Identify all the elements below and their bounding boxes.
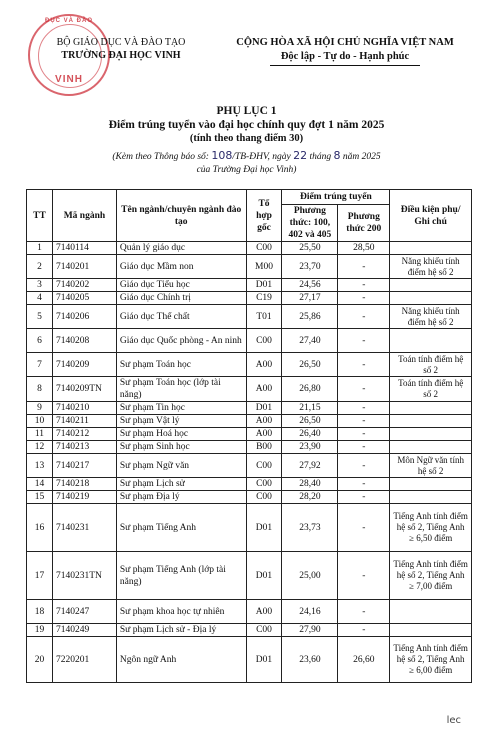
row-score-method2: - <box>338 377 390 402</box>
document-header <box>0 36 493 76</box>
row-index: 8 <box>27 377 53 402</box>
row-score-method1: 27,92 <box>282 454 338 478</box>
row-combination: D01 <box>246 637 282 683</box>
row-note: Tiếng Anh tính điểm hệ số 2, Tiếng Anh ≥ 6,50 điểm <box>390 504 472 552</box>
admission-score-table <box>26 189 472 683</box>
row-program-code: 7140205 <box>52 292 116 305</box>
row-index: 6 <box>27 329 53 353</box>
row-note: Toán tính điểm hệ số 2 <box>390 353 472 377</box>
row-note <box>390 478 472 491</box>
row-note <box>390 329 472 353</box>
appendix-subtitle: Điểm trúng tuyển vào đại học chính quy đợt 1 năm 2025 <box>108 119 385 131</box>
header-code: Mã ngành <box>52 190 116 242</box>
row-program-name: Giáo dục Tiểu học <box>116 279 246 292</box>
row-combination: M00 <box>246 255 282 279</box>
row-index: 18 <box>27 600 53 624</box>
row-score-method2: - <box>338 279 390 292</box>
row-combination: D01 <box>246 504 282 552</box>
row-program-code: 7140213 <box>52 441 116 454</box>
header-method1: Phương thức: 100, 402 và 405 <box>282 205 338 242</box>
row-note <box>390 441 472 454</box>
row-program-name: Sư phạm Vật lý <box>116 415 246 428</box>
row-program-name: Sư phạm Lịch sử - Địa lý <box>116 624 246 637</box>
row-score-method1: 25,86 <box>282 305 338 329</box>
table-row <box>27 415 472 428</box>
table-row <box>27 552 472 600</box>
row-program-code: 7140247 <box>52 600 116 624</box>
table-row <box>27 279 472 292</box>
row-program-code: 7140231TN <box>52 552 116 600</box>
row-score-method2: - <box>338 428 390 441</box>
row-note: Môn Ngữ văn tính hệ số 2 <box>390 454 472 478</box>
row-score-method2: - <box>338 255 390 279</box>
row-note <box>390 292 472 305</box>
row-score-method2: - <box>338 491 390 504</box>
row-score-method1: 23,73 <box>282 504 338 552</box>
row-program-code: 7140211 <box>52 415 116 428</box>
row-note <box>390 402 472 415</box>
row-score-method1: 26,50 <box>282 353 338 377</box>
row-score-method2: - <box>338 441 390 454</box>
row-score-method2: - <box>338 402 390 415</box>
row-combination: C00 <box>246 329 282 353</box>
row-program-name: Sư phạm khoa học tự nhiên <box>116 600 246 624</box>
row-program-name: Sư phạm Tiếng Anh (lớp tài năng) <box>116 552 246 600</box>
row-program-name: Sư phạm Tiếng Anh <box>116 504 246 552</box>
row-note <box>390 600 472 624</box>
row-program-name: Quản lý giáo dục <box>116 242 246 255</box>
row-combination: C00 <box>246 478 282 491</box>
row-combination: A00 <box>246 428 282 441</box>
table-row <box>27 428 472 441</box>
table-row <box>27 504 472 552</box>
row-index: 2 <box>27 255 53 279</box>
row-score-method1: 28,40 <box>282 478 338 491</box>
table-row <box>27 454 472 478</box>
row-score-method1: 23,60 <box>282 637 338 683</box>
row-score-method1: 24,16 <box>282 600 338 624</box>
national-motto-block <box>210 36 480 66</box>
ref-day: 22 <box>293 149 308 162</box>
table-row <box>27 402 472 415</box>
table-row <box>27 624 472 637</box>
row-index: 16 <box>27 504 53 552</box>
row-index: 15 <box>27 491 53 504</box>
row-program-code: 7220201 <box>52 637 116 683</box>
row-index: 7 <box>27 353 53 377</box>
row-score-method2: - <box>338 504 390 552</box>
row-note <box>390 491 472 504</box>
table-row <box>27 329 472 353</box>
row-program-code: 7140202 <box>52 279 116 292</box>
header-name: Tên ngành/chuyên ngành đào tạo <box>116 190 246 242</box>
row-combination: C19 <box>246 292 282 305</box>
stamp-bottom-text: VINH <box>55 74 83 85</box>
row-score-method2: - <box>338 600 390 624</box>
row-program-code: 7140219 <box>52 491 116 504</box>
table-row <box>27 353 472 377</box>
row-score-method2: 28,50 <box>338 242 390 255</box>
row-note: Tiếng Anh tính điểm hệ số 2, Tiếng Anh ≥ 6,00 điểm <box>390 637 472 683</box>
ref-month: 8 <box>333 149 341 162</box>
row-program-code: 7140249 <box>52 624 116 637</box>
table-row <box>27 600 472 624</box>
row-program-code: 7140208 <box>52 329 116 353</box>
row-score-method2: - <box>338 329 390 353</box>
row-index: 3 <box>27 279 53 292</box>
row-program-name: Sư phạm Lịch sử <box>116 478 246 491</box>
row-note <box>390 242 472 255</box>
row-program-name: Sư phạm Toán học (lớp tài năng) <box>116 377 246 402</box>
header-combo: Tổ hợp gốc <box>246 190 282 242</box>
row-score-method1: 25,00 <box>282 552 338 600</box>
ref-number: 108 <box>211 149 233 162</box>
row-combination: T01 <box>246 305 282 329</box>
row-program-name: Sư phạm Tin học <box>116 402 246 415</box>
row-score-method2: - <box>338 353 390 377</box>
table-row <box>27 637 472 683</box>
row-score-method2: - <box>338 624 390 637</box>
row-combination: D01 <box>246 402 282 415</box>
table-row <box>27 292 472 305</box>
ref-line2: của Trường Đại học Vinh) <box>196 165 297 175</box>
row-program-code: 7140210 <box>52 402 116 415</box>
table-row <box>27 377 472 402</box>
row-index: 14 <box>27 478 53 491</box>
row-program-name: Giáo dục Chính trị <box>116 292 246 305</box>
row-score-method1: 23,90 <box>282 441 338 454</box>
header-note: Điều kiện phụ/ Ghi chú <box>390 190 472 242</box>
row-program-code: 7140218 <box>52 478 116 491</box>
score-scale: (tính theo thang điểm 30) <box>189 133 304 144</box>
row-note: Toán tính điểm hệ số 2 <box>390 377 472 402</box>
row-score-method1: 24,56 <box>282 279 338 292</box>
motto: Độc lập - Tự do - Hạnh phúc <box>280 51 410 62</box>
row-index: 20 <box>27 637 53 683</box>
row-index: 1 <box>27 242 53 255</box>
issuer-block <box>36 36 206 62</box>
header-tt: TT <box>27 190 53 242</box>
row-score-method2: - <box>338 292 390 305</box>
row-combination: D01 <box>246 279 282 292</box>
row-combination: D01 <box>246 552 282 600</box>
header-method2: Phương thức 200 <box>338 205 390 242</box>
row-combination: A00 <box>246 377 282 402</box>
row-index: 19 <box>27 624 53 637</box>
row-program-name: Sư phạm Ngữ văn <box>116 454 246 478</box>
row-note: Tiếng Anh tính điểm hệ số 2, Tiếng Anh ≥ 7,00 điểm <box>390 552 472 600</box>
row-program-name: Giáo dục Quốc phòng - An ninh <box>116 329 246 353</box>
row-program-name: Ngôn ngữ Anh <box>116 637 246 683</box>
row-score-method1: 26,50 <box>282 415 338 428</box>
row-score-method2: - <box>338 415 390 428</box>
row-index: 13 <box>27 454 53 478</box>
row-combination: B00 <box>246 441 282 454</box>
row-score-method2: - <box>338 454 390 478</box>
row-score-method1: 26,40 <box>282 428 338 441</box>
row-score-method1: 28,20 <box>282 491 338 504</box>
page-initials: lec <box>446 715 461 726</box>
row-score-method1: 25,50 <box>282 242 338 255</box>
row-note: Năng khiếu tính điểm hệ số 2 <box>390 255 472 279</box>
row-program-name: Sư phạm Hoá học <box>116 428 246 441</box>
table-row <box>27 491 472 504</box>
row-program-name: Sư phạm Địa lý <box>116 491 246 504</box>
row-note <box>390 279 472 292</box>
row-score-method1: 26,80 <box>282 377 338 402</box>
header-score-group: Điểm trúng tuyển <box>282 190 390 205</box>
row-index: 10 <box>27 415 53 428</box>
ref-mid: /TB-ĐHV, ngày <box>232 152 291 162</box>
row-combination: A00 <box>246 353 282 377</box>
row-combination: C00 <box>246 242 282 255</box>
row-program-name: Sư phạm Sinh học <box>116 441 246 454</box>
row-program-name: Giáo dục Mầm non <box>116 255 246 279</box>
row-index: 9 <box>27 402 53 415</box>
row-program-code: 7140212 <box>52 428 116 441</box>
row-score-method1: 27,17 <box>282 292 338 305</box>
row-program-code: 7140209 <box>52 353 116 377</box>
stamp-top-text: ĐỤC VÀ ĐÀO <box>44 18 93 24</box>
row-note: Năng khiếu tính điểm hệ số 2 <box>390 305 472 329</box>
reference-note <box>0 149 493 177</box>
table-row <box>27 305 472 329</box>
row-program-code: 7140201 <box>52 255 116 279</box>
row-score-method1: 21,15 <box>282 402 338 415</box>
ref-month-label: tháng <box>309 152 332 162</box>
table-row <box>27 242 472 255</box>
country-name: CỘNG HÒA XÃ HỘI CHỦ NGHĨA VIỆT NAM <box>236 37 454 48</box>
table-row <box>27 478 472 491</box>
row-combination: C00 <box>246 624 282 637</box>
motto-underline <box>270 65 420 66</box>
table-row <box>27 441 472 454</box>
row-program-code: 7140209TN <box>52 377 116 402</box>
row-program-name: Giáo dục Thể chất <box>116 305 246 329</box>
row-program-name: Sư phạm Toán học <box>116 353 246 377</box>
table-row <box>27 255 472 279</box>
row-score-method2: - <box>338 478 390 491</box>
row-index: 17 <box>27 552 53 600</box>
ref-prefix: (Kèm theo Thông báo số: <box>112 152 209 162</box>
appendix-title: PHỤ LỤC 1 <box>216 105 277 117</box>
row-score-method1: 27,90 <box>282 624 338 637</box>
ministry-name: BỘ GIÁO DỤC VÀ ĐÀO TẠO <box>56 37 186 48</box>
row-note <box>390 415 472 428</box>
row-score-method1: 27,40 <box>282 329 338 353</box>
row-index: 5 <box>27 305 53 329</box>
row-combination: A00 <box>246 600 282 624</box>
row-program-code: 7140206 <box>52 305 116 329</box>
row-score-method2: - <box>338 552 390 600</box>
ref-year: năm 2025 <box>342 152 381 162</box>
row-index: 12 <box>27 441 53 454</box>
document-title <box>0 104 493 146</box>
table-body <box>27 242 472 683</box>
row-index: 4 <box>27 292 53 305</box>
row-program-code: 7140231 <box>52 504 116 552</box>
row-score-method1: 23,70 <box>282 255 338 279</box>
row-combination: C00 <box>246 454 282 478</box>
row-combination: A00 <box>246 415 282 428</box>
row-combination: C00 <box>246 491 282 504</box>
row-index: 11 <box>27 428 53 441</box>
row-note <box>390 624 472 637</box>
university-name: TRƯỜNG ĐẠI HỌC VINH <box>61 50 181 61</box>
row-score-method2: - <box>338 305 390 329</box>
row-note <box>390 428 472 441</box>
row-score-method2: 26,60 <box>338 637 390 683</box>
row-program-code: 7140217 <box>52 454 116 478</box>
row-program-code: 7140114 <box>52 242 116 255</box>
